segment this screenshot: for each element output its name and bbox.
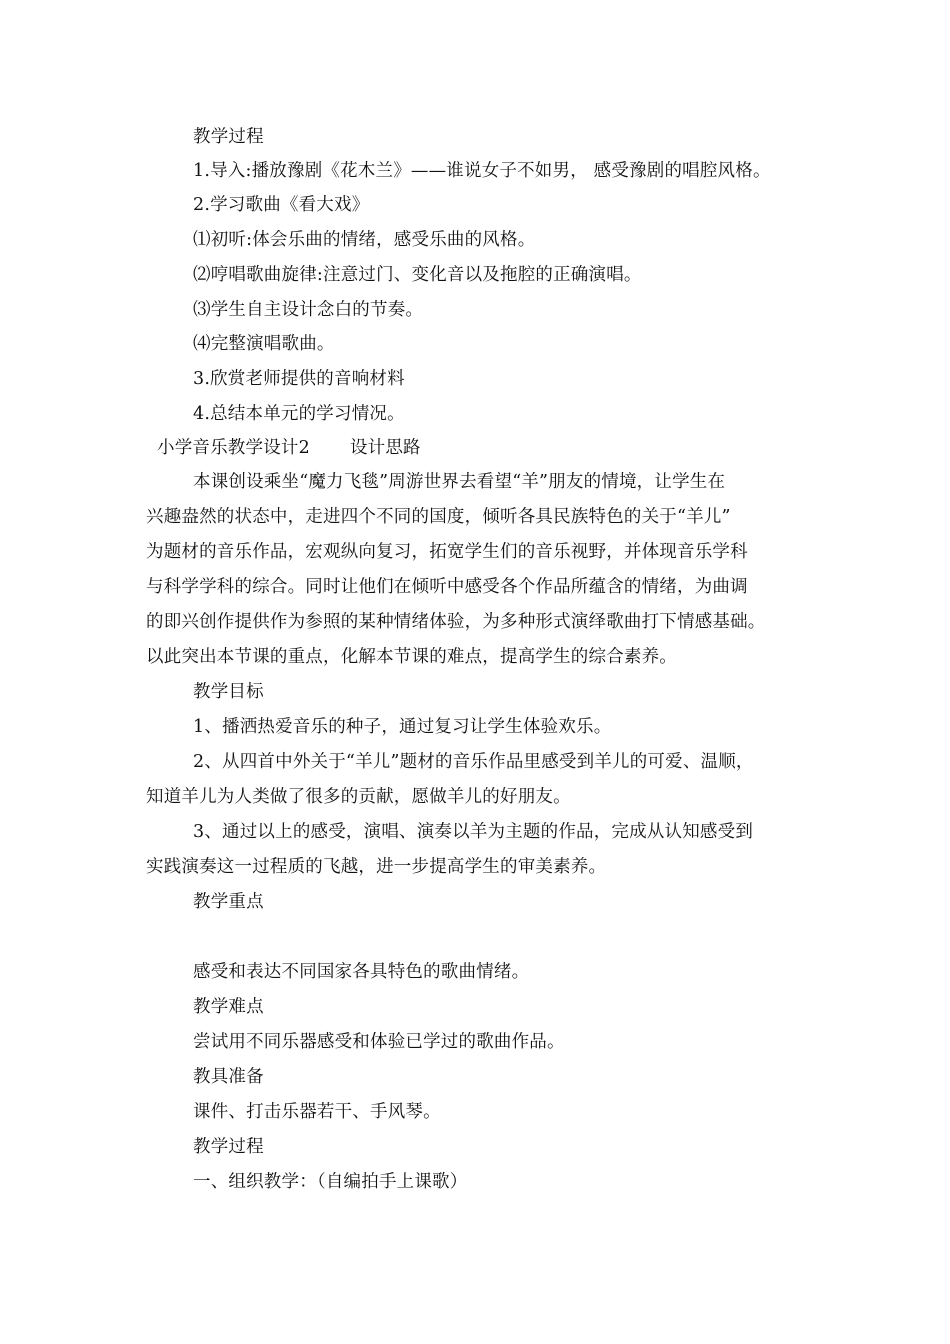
section-heading-teaching-process: 教学过程 xyxy=(193,127,264,147)
materials-text: 课件、打击乐器若干、手风琴。 xyxy=(193,1102,441,1122)
design-idea-line-4: 与科学学科的综合。同时让他们在倾听中感受各个作品所蕴含的情绪，为曲调 xyxy=(146,577,748,597)
design-idea-line-6: 以此突出本节课的重点，化解本节课的难点，提高学生的综合素养。 xyxy=(146,647,677,667)
design-subtitle: 设计思路 xyxy=(349,438,421,458)
objective-3-line-1: 3、通过以上的感受，演唱、演奏以羊为主题的作品，完成从认知感受到 xyxy=(193,822,754,842)
difficulties-text: 尝试用不同乐器感受和体验已学过的歌曲作品。 xyxy=(193,1032,565,1052)
design-title: 小学音乐教学设计2 xyxy=(157,438,310,458)
objectives-heading: 教学目标 xyxy=(193,682,264,702)
design-idea-line-1: 本课创设乘坐“魔力飞毯”周游世界去看望“羊”朋友的情境，让学生在 xyxy=(193,472,726,492)
design-idea-line-3: 为题材的音乐作品，宏观纵向复习，拓宽学生们的音乐视野，并体现音乐学科 xyxy=(146,542,748,562)
materials-heading: 教具准备 xyxy=(193,1067,264,1087)
design-idea-line-2: 兴趣盎然的状态中，走进四个不同的国度，倾听各具民族特色的关于“羊儿” xyxy=(146,507,731,527)
process2-heading: 教学过程 xyxy=(193,1137,264,1157)
objective-3-line-2: 实践演奏这一过程质的飞越，进一步提高学生的审美素养。 xyxy=(146,857,607,877)
design-title-row xyxy=(157,436,421,460)
difficulties-heading: 教学难点 xyxy=(193,997,264,1017)
process2-item-1: 一、组织教学：（自编拍手上课歌） xyxy=(193,1172,468,1192)
objective-1: 1、播洒热爱音乐的种子，通过复习让学生体验欢乐。 xyxy=(193,717,612,737)
process-subitem-3: ⑶学生自主设计念白的节奏。 xyxy=(193,300,424,320)
process-subitem-4: ⑷完整演唱歌曲。 xyxy=(193,334,335,354)
process-item-4: 4.总结本单元的学习情况。 xyxy=(193,404,405,424)
objective-2-line-2: 知道羊儿为人类做了很多的贡献，愿做羊儿的好朋友。 xyxy=(146,787,571,807)
design-idea-line-5: 的即兴创作提供作为参照的某种情绪体验，为多种形式演绎歌曲打下情感基础。 xyxy=(146,612,766,632)
process-item-2: 2.学习歌曲《看大戏》 xyxy=(193,195,370,215)
objective-2-line-1: 2、从四首中外关于“羊儿”题材的音乐作品里感受到羊儿的可爱、温顺， xyxy=(193,752,754,772)
process-subitem-1: ⑴初听:体会乐曲的情绪，感受乐曲的风格。 xyxy=(193,230,536,250)
key-points-text: 感受和表达不同国家各具特色的歌曲情绪。 xyxy=(193,962,530,982)
process-item-1: 1.导入:播放豫剧《花木兰》——谁说女子不如男， 感受豫剧的唱腔风格。 xyxy=(193,161,771,181)
process-item-3: 3.欣赏老师提供的音响材料 xyxy=(193,369,405,389)
key-points-heading: 教学重点 xyxy=(193,892,264,912)
process-subitem-2: ⑵哼唱歌曲旋律:注意过门、变化音以及拖腔的正确演唱。 xyxy=(193,265,642,285)
